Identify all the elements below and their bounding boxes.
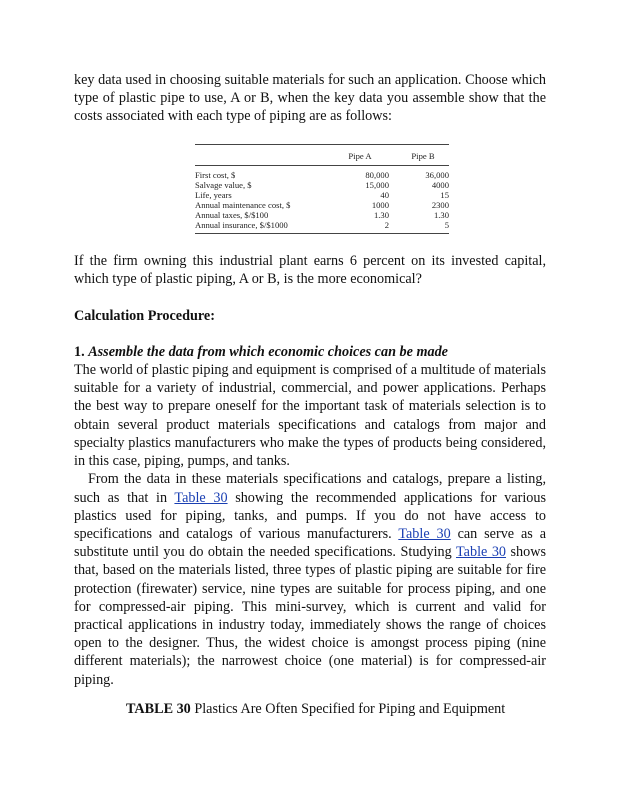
para2-text-2: showing the recommended applications for various plastics used for piping, tanks, and pumps. If you do not have access to specifications and catalogs of various manufacturers. bbox=[74, 489, 547, 542]
pipe-a-value: 1.30 bbox=[373, 210, 389, 221]
table-row bbox=[195, 190, 449, 200]
step-1-title bbox=[74, 343, 546, 361]
row-label: First cost, $ bbox=[195, 169, 236, 180]
header-blank bbox=[195, 144, 331, 165]
para2-text-1: From the data in these materials specifications and catalogs, prepare a listing, such as that in bbox=[74, 471, 546, 506]
pipe-b-value: 1.30 bbox=[433, 210, 449, 221]
pipe-b-value: 36,000 bbox=[425, 169, 449, 180]
section-heading: Calculation Procedure: bbox=[74, 307, 215, 324]
table-caption bbox=[74, 700, 546, 718]
step-number: 1. bbox=[74, 343, 85, 360]
caption-label: TABLE 30 bbox=[126, 700, 191, 717]
header-pipe-a: Pipe A bbox=[331, 144, 397, 165]
pipe-b-value: 2300 bbox=[431, 199, 449, 210]
row-label: Annual taxes, $/$100 bbox=[195, 210, 269, 221]
table-header-row bbox=[195, 144, 449, 165]
step-title-text: Assemble the data from which economic choices can be made bbox=[88, 343, 448, 360]
row-label: Annual maintenance cost, $ bbox=[195, 199, 291, 210]
header-pipe-b: Pipe B bbox=[397, 144, 449, 165]
table-30-link[interactable]: Table 30 bbox=[456, 544, 507, 561]
body-paragraph-1: The world of plastic piping and equipment is comprised of a multitude of materials suitable for a variety of industrial, commercial, and power applications. Perhaps the best way to prepare oneself for the important task of materials selection is to obtain several product materials specifications and catalogs from major and specialty plastics manufacturers who make the types of products being considered, in this case, piping, pumps, and tanks. bbox=[74, 362, 546, 470]
para2-text-4: shows that, based on the materials listed, three types of plastic piping are suitable for fire protection (firewater) service, nine types are suitable for process piping, and one for compressed-air piping. This mini-survey, which is current and valid for practical applications in industry today, immediately shows the range of choices open to the designer. Thus, the widest choice is amongst process piping (nine different materials); the narrowest choice (one material) is for compressed-air piping. bbox=[74, 544, 547, 688]
document-page bbox=[74, 71, 546, 718]
pipe-a-value: 80,000 bbox=[365, 169, 389, 180]
pipe-b-value: 4000 bbox=[431, 179, 449, 190]
table-row bbox=[195, 165, 449, 180]
pipe-b-value: 5 bbox=[397, 220, 449, 234]
pipe-a-value: 40 bbox=[380, 189, 389, 200]
row-label: Life, years bbox=[195, 189, 232, 200]
caption-text: Plastics Are Often Specified for Piping and Equipment bbox=[190, 700, 506, 717]
table-30-link[interactable]: Table 30 bbox=[174, 489, 228, 506]
pipe-cost-table-container bbox=[195, 144, 449, 235]
pipe-a-value: 15,000 bbox=[365, 179, 389, 190]
pipe-a-value: 2 bbox=[331, 220, 397, 234]
table-row bbox=[195, 220, 449, 234]
para2-text-3: can serve as a substitute until you do obtain the needed specifications. Studying bbox=[74, 525, 546, 561]
pipe-a-value: 1000 bbox=[371, 199, 389, 210]
table-row bbox=[195, 210, 449, 220]
row-label: Annual insurance, $/$1000 bbox=[195, 220, 331, 234]
row-label: Salvage value, $ bbox=[195, 179, 252, 190]
body-paragraph-2 bbox=[74, 470, 546, 688]
question-paragraph: If the firm owning this industrial plant earns 6 percent on its invested capital, which type of plastic piping, A or B, is the more economical? bbox=[74, 253, 546, 288]
table-row bbox=[195, 180, 449, 190]
table-row bbox=[195, 200, 449, 210]
pipe-b-value: 15 bbox=[440, 189, 449, 200]
intro-paragraph: key data used in choosing suitable materials for such an application. Choose which type of plastic pipe to use, A or B, when the key data you assemble show that the costs associated with each type of piping are as follows: bbox=[74, 72, 546, 125]
pipe-cost-table bbox=[195, 144, 449, 235]
table-30-link[interactable]: Table 30 bbox=[398, 525, 451, 542]
